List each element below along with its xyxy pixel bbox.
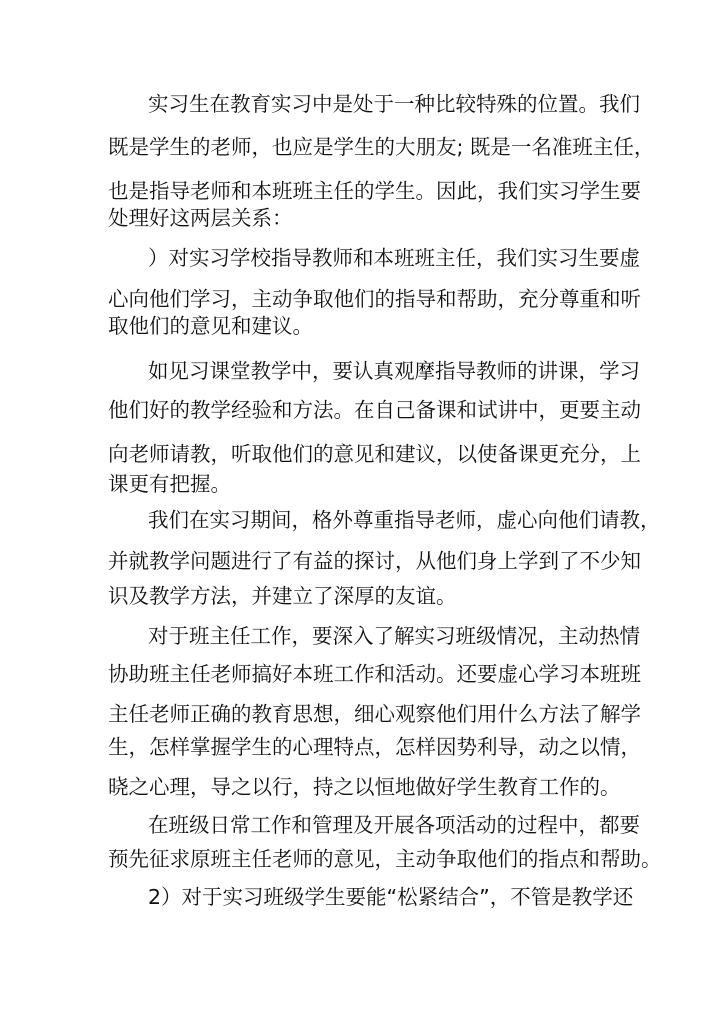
text-line: 对于班主任工作，要深入了解实习班级情况，主动热情 [148, 624, 640, 648]
text-line: 既是学生的老师，也应是学生的大朋友; 既是一名准班主任， [108, 135, 655, 159]
text-line: 他们好的教学经验和方法。在自己备课和试讲中，更要主动 [108, 398, 641, 422]
text-line: 我们在实习期间，格外尊重指导老师，虚心向他们请教， [148, 508, 661, 532]
text-line: 生，怎样掌握学生的心理特点，怎样因势利导，动之以情， [108, 735, 641, 759]
text-line: 心向他们学习，主动争取他们的指导和帮助，充分尊重和听 [108, 287, 641, 311]
text-line: 处理好这两层关系： [108, 206, 293, 230]
text-line: 晓之心理，导之以行，持之以恒地做好学生教育工作的。 [108, 775, 621, 799]
text-line: 向老师请教，听取他们的意见和建议，以使备课更充分，上 [108, 442, 641, 466]
text-line: 也是指导老师和本班班主任的学生。因此，我们实习学生要 [108, 179, 641, 203]
text-line: 并就教学问题进行了有益的探讨，从他们身上学到了不少知 [108, 549, 641, 573]
text-line: 取他们的意见和建议。 [108, 314, 313, 338]
text-line: 识及教学方法，并建立了深厚的友谊。 [108, 584, 457, 608]
text-line: 如见习课堂教学中，要认真观摩指导教师的讲课，学习 [148, 359, 640, 383]
text-line: 2）对于实习班级学生要能“松紧结合”，不管是教学还 [148, 885, 634, 909]
text-line: ）对实习学校指导教师和本班班主任，我们实习生要虚 [148, 246, 640, 270]
text-line: 主任老师正确的教育思想，细心观察他们用什么方法了解学 [108, 702, 641, 726]
text-line: 课更有把握。 [108, 472, 231, 496]
text-line: 实习生在教育实习中是处于一种比较特殊的位置。我们 [148, 92, 640, 116]
text-line: 预先征求原班主任老师的意见，主动争取他们的指点和帮助。 [108, 847, 662, 871]
text-line: 协助班主任老师搞好本班工作和活动。还要虚心学习本班班 [108, 662, 641, 686]
text-line: 在班级日常工作和管理及开展各项活动的过程中，都要 [148, 813, 640, 837]
